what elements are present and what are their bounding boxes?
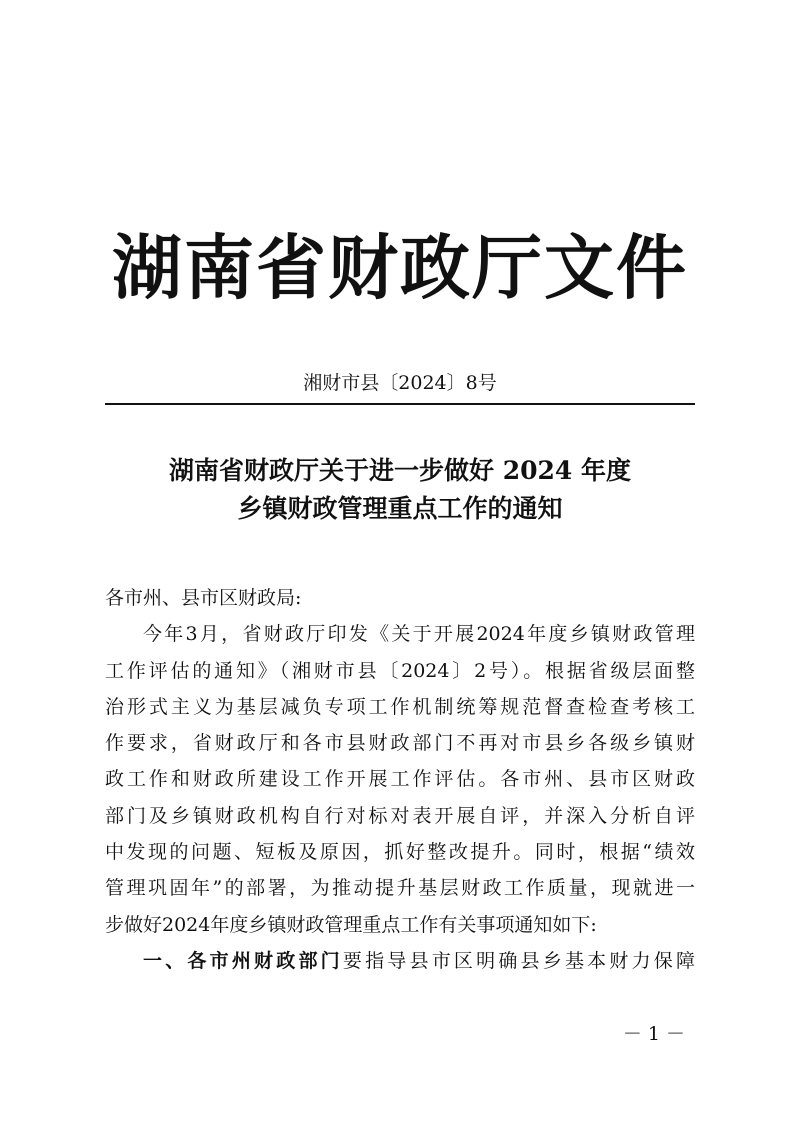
subject-line-2: 乡镇财政管理重点工作的通知 [237, 494, 563, 523]
document-number: 湘财市县〔2024〕8号 [303, 372, 497, 394]
paragraph-1-line-1: 今年3月，省财政厅印发《关于开展2024年度乡镇财政管理 [143, 623, 695, 646]
paragraph-1-line-9: 步做好2024年度乡镇财政管理重点工作有关事项通知如下: [105, 913, 597, 936]
paragraph-1-line-8: 管理巩固年”的部署，为推动提升基层财政工作质量，现就进一 [105, 877, 695, 900]
header-divider [105, 403, 695, 405]
paragraph-1-line-4: 作要求，省财政厅和各市县财政部门不再对市县乡各级乡镇财 [105, 732, 695, 755]
subject-line-1: 湖南省财政厅关于进一步做好 2024 年度 [169, 456, 631, 485]
paragraph-1-line-5: 政工作和财政所建设工作开展工作评估。各市州、县市区财政 [105, 768, 695, 791]
document-body [105, 580, 695, 979]
section-1-heading: 一、各市州财政部门 [143, 949, 343, 972]
section-1-text: 要指导县市区明确县乡基本财力保障 [342, 949, 695, 972]
paragraph-1-line-2: 工作评估的通知》（湘财市县〔2024〕2号）。根据省级层面整 [105, 659, 695, 682]
salutation: 各市州、县市区财政局: [105, 587, 302, 609]
paragraph-1-line-6: 部门及乡镇财政机构自行对标对表开展自评，并深入分析自评 [105, 804, 695, 827]
paragraph-1-line-3: 治形式主义为基层减负专项工作机制统筹规范督查检查考核工 [105, 695, 695, 718]
document-subject [105, 452, 695, 528]
page-number: － 1 － [622, 1023, 685, 1045]
document-header-title: 湖南省财政厅文件 [112, 227, 688, 309]
section-1-paragraph [105, 943, 695, 979]
paragraph-1-line-7: 中发现的问题、短板及原因，抓好整改提升。同时，根据“绩效 [105, 841, 695, 864]
